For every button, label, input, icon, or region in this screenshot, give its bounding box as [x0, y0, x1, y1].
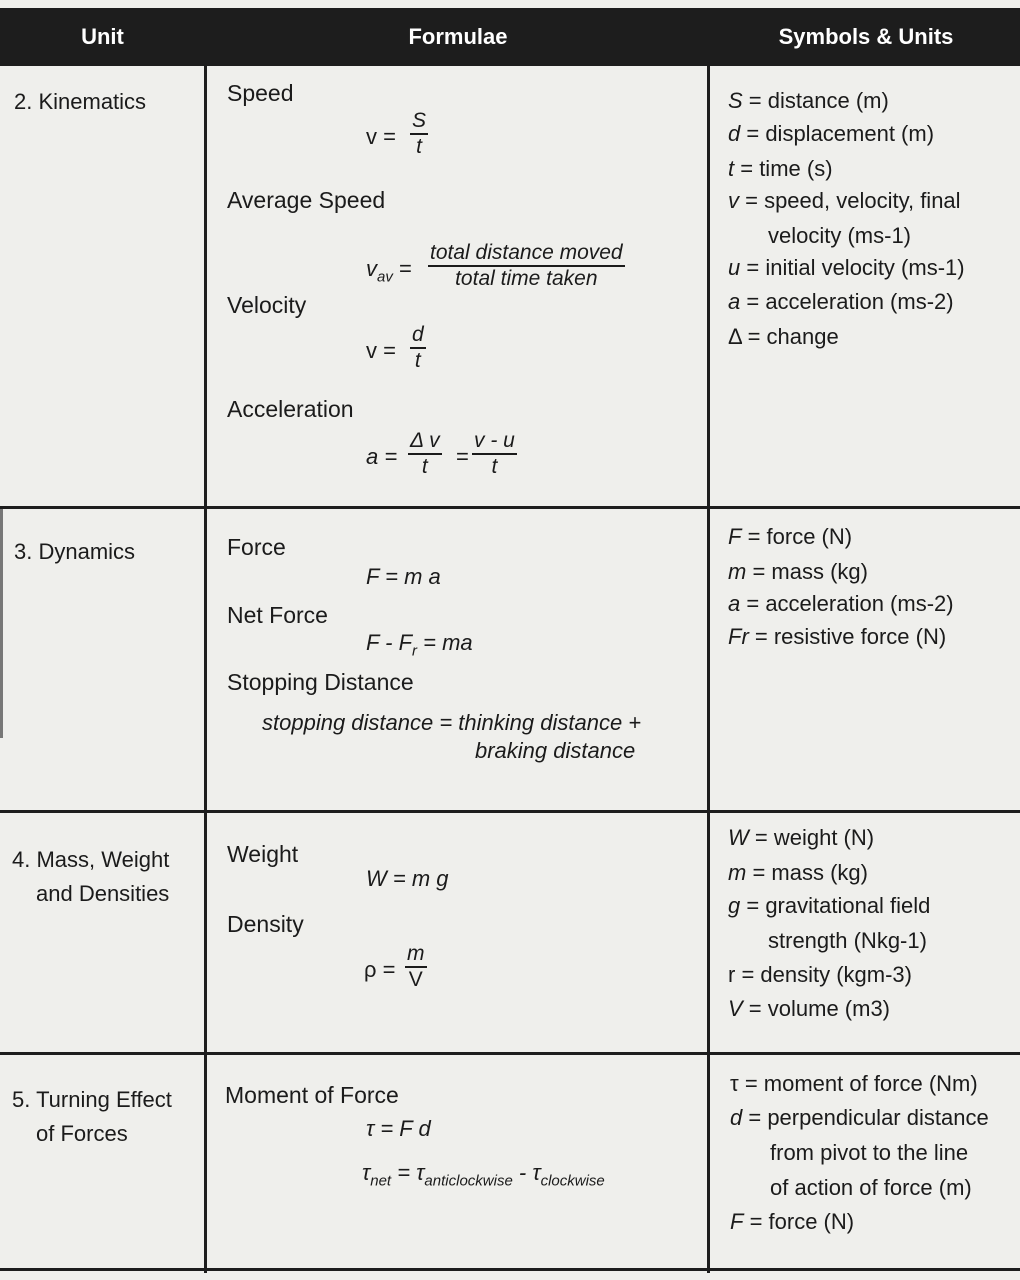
label-moment-of-force: Moment of Force [225, 1082, 399, 1108]
symbol-item: F = force (N) [728, 524, 853, 549]
symbol-item: d = displacement (m) [728, 121, 935, 146]
velocity-lhs: v = [366, 338, 396, 363]
symbol-item: d = perpendicular distance [730, 1105, 989, 1130]
acceleration-fraction-2 [472, 430, 517, 479]
label-average-speed: Average Speed [227, 187, 386, 213]
column-divider-1 [204, 8, 207, 1273]
stopping-equation-line-2: braking distance [475, 738, 636, 763]
acceleration-numerator-1: Δ v [408, 430, 442, 455]
symbol-item: v = speed, velocity, final [728, 188, 961, 213]
label-stopping-distance: Stopping Distance [227, 669, 414, 695]
avg-speed-lhs: $v_{av}$ = [366, 256, 412, 286]
unit-turning-effect-line-1: 5. Turning Effect [12, 1087, 172, 1112]
header-formula: Formulae [408, 24, 508, 49]
speed-fraction [410, 110, 428, 159]
label-velocity: Velocity [227, 292, 307, 318]
acceleration-lhs: a = [366, 444, 398, 469]
net-moment-equation: $\tau_{net} = \tau_{anticlockwise} - \tau_{clockwise}$ [362, 1160, 605, 1190]
acceleration-numerator-2: v - u [472, 430, 517, 455]
speed-denominator: t [416, 135, 422, 158]
velocity-fraction [410, 324, 426, 373]
velocity-denominator: t [414, 349, 421, 372]
symbol-item: a = acceleration (ms-2) [728, 289, 954, 314]
velocity-numerator: d [410, 324, 426, 349]
symbol-item: m = mass (kg) [728, 860, 868, 885]
label-net-force: Net Force [227, 602, 328, 628]
symbol-item: W = weight (N) [728, 825, 875, 850]
label-force: Force [227, 534, 286, 560]
moment-equation: τ = F d [366, 1116, 431, 1141]
unit-mass-weight-line-2: and Densities [36, 881, 170, 906]
unit-kinematics: 2. Kinematics [14, 89, 147, 114]
symbol-item: u = initial velocity (ms-1) [728, 255, 965, 280]
symbol-item: from pivot to the line [770, 1140, 969, 1165]
stopping-equation-line-1: stopping distance = thinking distance + [262, 710, 642, 735]
unit-dynamics: 3. Dynamics [14, 539, 136, 564]
table-header [0, 8, 1020, 66]
density-denominator: V [408, 968, 423, 991]
density-fraction [405, 943, 427, 992]
symbol-item: τ = moment of force (Nm) [730, 1071, 978, 1096]
symbol-item: Δ = change [728, 324, 839, 349]
speed-numerator: S [410, 110, 428, 135]
symbol-item: of action of force (m) [770, 1175, 972, 1200]
symbol-item: a = acceleration (ms-2) [728, 591, 954, 616]
label-speed: Speed [227, 80, 294, 106]
symbol-item: r = density (kgm-3) [728, 962, 912, 987]
density-lhs: ρ = [364, 957, 396, 982]
acceleration-fraction-1 [408, 430, 442, 479]
acceleration-eq2: = [456, 444, 469, 469]
left-edge [0, 508, 3, 738]
symbol-item: g = gravitational field [728, 893, 931, 918]
row-divider-1 [0, 506, 1020, 509]
row-divider-2 [0, 810, 1020, 813]
row-divider-3 [0, 1052, 1020, 1055]
header-unit: Unit [81, 24, 124, 49]
acceleration-denominator-2: t [491, 455, 498, 478]
symbol-item: S = distance (m) [728, 88, 889, 113]
avg-speed-fraction [428, 242, 625, 291]
symbol-item: t = time (s) [728, 156, 833, 181]
acceleration-denominator-1: t [421, 455, 428, 478]
force-equation: F = m a [366, 564, 441, 589]
density-numerator: m [405, 943, 427, 968]
symbol-item: strength (Nkg-1) [768, 928, 927, 953]
symbol-item: F = force (N) [730, 1209, 855, 1234]
symbol-item: m = mass (kg) [728, 559, 868, 584]
unit-mass-weight-line-1: 4. Mass, Weight [12, 847, 170, 872]
avg-speed-denominator: total time taken [455, 267, 598, 290]
symbol-item: V = volume (m3) [728, 996, 891, 1021]
net-force-equation: F - $F_r$ = ma [366, 630, 473, 660]
label-density: Density [227, 911, 304, 937]
speed-lhs: v = [366, 124, 396, 149]
row-divider-bottom [0, 1268, 1020, 1271]
symbol-item: velocity (ms-1) [768, 223, 912, 248]
unit-turning-effect-line-2: of Forces [36, 1121, 128, 1146]
avg-speed-numerator: total distance moved [428, 242, 625, 267]
label-acceleration: Acceleration [227, 396, 354, 422]
symbol-item: Fr = resistive force (N) [728, 624, 947, 649]
header-symbols: Symbols & Units [778, 24, 954, 49]
column-divider-2 [707, 8, 710, 1273]
weight-equation: W = m g [366, 866, 449, 891]
label-weight: Weight [227, 841, 299, 867]
